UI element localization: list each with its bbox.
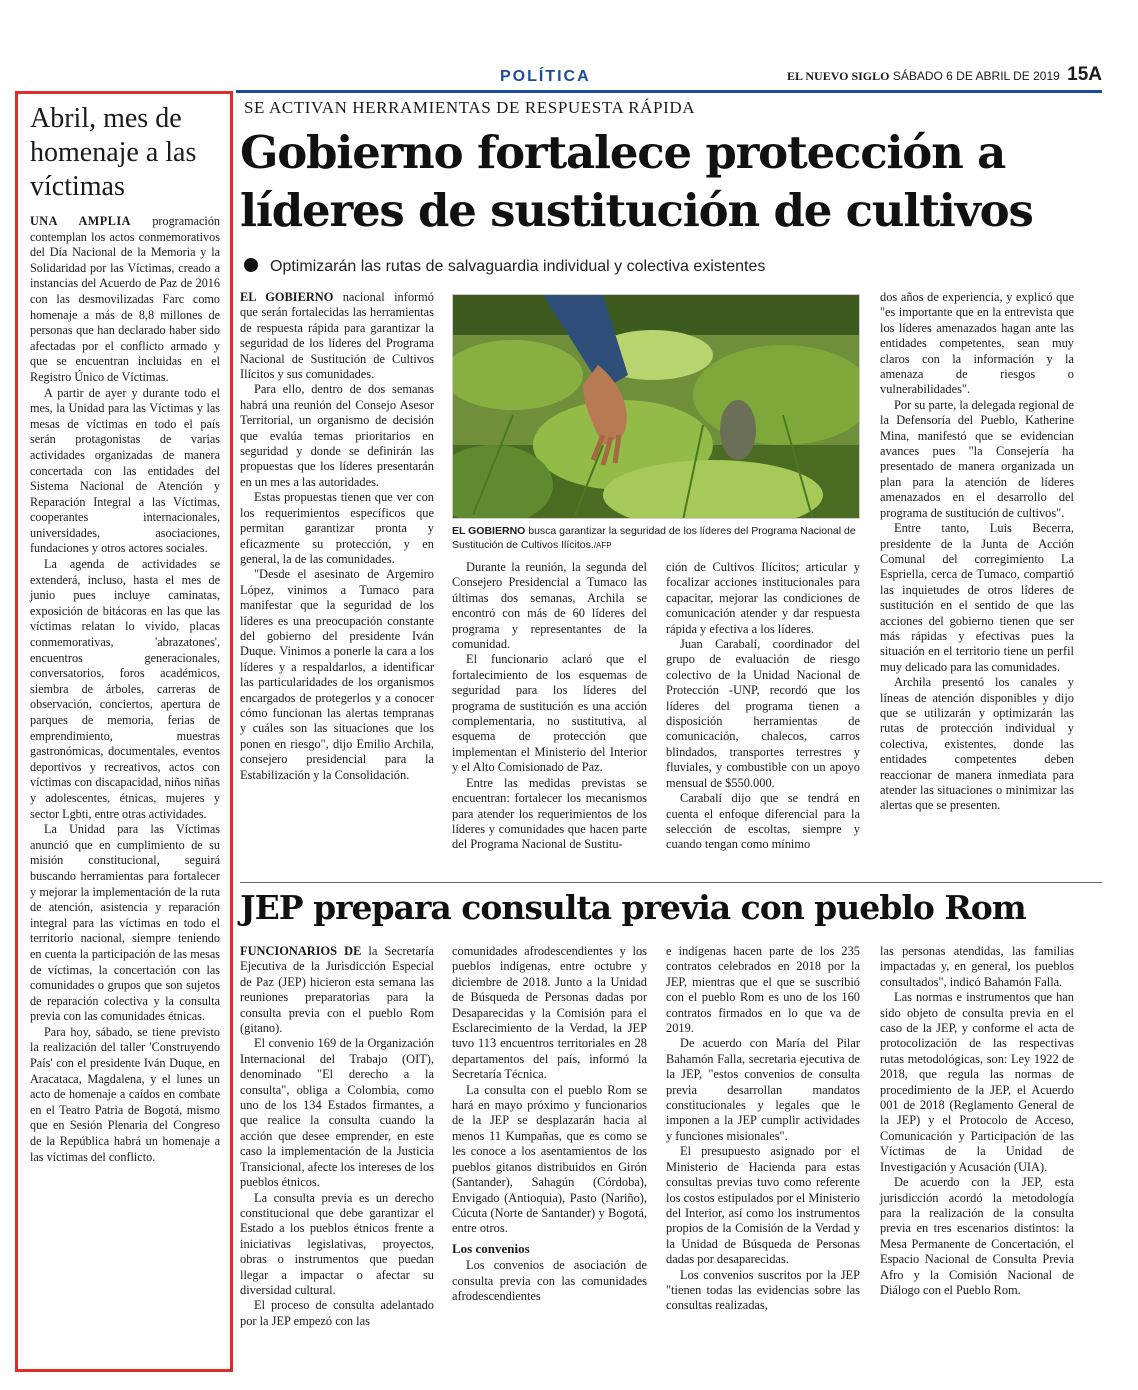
sidebar-paragraph: A partir de ayer y durante todo el mes, la Unidad para las Víctimas y las mesas de víctimas en todo el país serán protagonistas de varias actividades organizadas de manera concertada con las entidades del Sistema Nacional de Atención y Reparación Integral a las Víctimas, cooperantes internacionales, universidades, asociaciones, fundaciones y otros actores sociales. <box>30 385 220 556</box>
article-column-1 <box>240 290 434 783</box>
photo-credit: /AFP <box>593 541 612 550</box>
newspaper-name: EL NUEVO SIGLO <box>787 69 890 83</box>
section-divider <box>240 882 1102 883</box>
article-title: Gobierno fortalece protección a líderes de sustitución de cultivos <box>240 126 1033 237</box>
sidebar-paragraph: Para hoy, sábado, se tiene previsto la realización del taller 'Construyendo País' con el presidente Iván Duque, en Aracataca, Magdalena, y el lunes un acto de homenaje a caídos en combate en el Teatro Patria de Bogotá, mismo que en Sesión Plenaria del Congreso de la República habrá un homenaje a las víctimas del conflicto. <box>30 1024 220 1164</box>
article-column-4 <box>880 290 1074 814</box>
page-number: 15A <box>1067 64 1102 85</box>
article-tagline: SE ACTIVAN HERRAMIENTAS DE RESPUESTA RÁPIDA <box>244 98 696 117</box>
article-paragraph: El proceso de consulta adelantado por la JEP empezó con las <box>240 1298 434 1328</box>
masthead-rule <box>236 90 1102 93</box>
article-paragraph: EL GOBIERNO nacional informó que serán fortalecidas las herramientas de respuesta rápida para garantizar la seguridad de los líderes del Programa Nacional de Sustitución de Cultivos Ilícitos y sus comunidades. <box>240 290 434 382</box>
article-paragraph: Los convenios suscritos por la JEP "tienen todas las evidencias sobre las consultas realizadas, <box>666 1267 860 1313</box>
article-paragraph: Por su parte, la delegada regional de la Defensoría del Pueblo, Katherine Mina, manifestó que se evidencian avances pues "la Consejería ha presentado de manera organizada un plan para la atención de líderes amenazados en el desarrollo del programa de sustitución de cultivos". <box>880 397 1074 520</box>
article-subhead: Optimizarán las rutas de salvaguardia individual y colectiva existentes <box>244 258 765 276</box>
article-paragraph: comunidades afrodescendientes y los pueblos indígenas, entre octubre y diciembre de 2018. Junto a la Unidad de Búsqueda de Personas dadas por Desaparecidas y la Comisión para el Esclarecimiento de la Verdad, la JEP tuvo 113 encuentros territoriales en 28 departamentos del país, informó la Secretaría Técnica. <box>452 944 647 1082</box>
article-paragraph: La consulta con el pueblo Rom se hará en mayo próximo y funcionarios de la JEP se desplazarán hacia al menos 11 Kumpañas, que es como se les conoce a los asentamientos de los pueblos gitanos distribuidos en Girón (Santander), Sahagún (Córdoba), Envigado (Antioquia), Pasto (Nariño), Cúcuta (Norte de Santander) y Bogotá, entre otros. <box>452 1082 647 1236</box>
article-paragraph: Entre las medidas previstas se encuentran: fortalecer los mecanismos para atender los requerimientos de los líderes y comunidades que hacen parte del Programa Nacional de Sustitu- <box>452 775 647 852</box>
article-paragraph: Juan Carabalí, coordinador del grupo de evaluación de riesgo colectivo de la Unidad Nacional de Protección -UNP, recordó que los líderes del programa tienen a disposición herramientas de comunicación, chalecos, carros blindados, transportes terrestres y fluviales, y combustible con un apoyo mensual de $550.000. <box>666 637 860 790</box>
sidebar-paragraph: La agenda de actividades se extenderá, incluso, hasta el mes de junio pues incluye caminatas, exposición de bitácoras en las que las víctimas relatan lo vivido, placas conmemorativas, 'abrazatones', encuentros generacionales, conversatorios, foros académicos, siembra de árboles, carreras de observación, conciertos, apertura de parques de memoria, ferias de emprendimiento, muestras gastronómicas, documentales, eventos deportivos y recreativos, actos con víctimas con discapacidad, niños niñas y adolescentes, étnicas, mujeres y sector Lgbti, entre otras actividades. <box>30 557 220 821</box>
article-column-3 <box>666 560 860 853</box>
article-paragraph: De acuerdo con María del Pilar Bahamón Falla, secretaria ejecutiva de la JEP, "estos convenios de consulta previa desarrollan mandatos constitucionales y legales que le imponen a la JEP cumplir actividades y funciones misionales". <box>666 1036 860 1143</box>
subsection-heading: Los convenios <box>452 1240 530 1256</box>
masthead-info <box>787 64 1102 86</box>
article-paragraph: las personas atendidas, las familias impactadas y, en general, los pueblos consultados", indicó Bahamón Falla. <box>880 944 1074 989</box>
article2-kicker: FUNCIONARIOS DE <box>240 944 362 958</box>
article-paragraph: Carabalí dijo que se tendrá en cuenta el enfoque diferencial para la selección de escoltas, siempre y cuando tengan como mínimo <box>666 791 860 852</box>
sidebar-paragraph: La Unidad para las Víctimas anunció que en cumplimiento de su misión constitucional, seguirá buscando herramientas para fortalecer y mejorar la implementación de la ruta de atención, asistencia y reparación integral para las víctimas en todo el territorio nacional, siempre teniendo en cuenta la participación de las mesas de víctimas, la concertación con las comunidades o grupos que son sujetos de reparación colectiva y la consulta previa con las comunidades étnicas. <box>30 822 220 1024</box>
bullet-icon <box>244 258 258 272</box>
article-paragraph: Para ello, dentro de dos semanas habrá una reunión del Consejo Asesor Territorial, un organismo de decisión que evalúa temas prioritarios en seguridad y donde se definirán las propuestas que los líderes presentarán en un mes a las autoridades. <box>240 382 434 489</box>
article-paragraph: "Desde el asesinato de Argemiro López, vinimos a Tumaco para manifestar que la seguridad de los líderes es una preocupación constante del gobierno del presidente Iván Duque. Vinimos a ponerle la cara a los líderes y a respaldarlos, a identificar las particularidades de los organismos encargados de protegerlos y a conocer cómo funcionan las alertas tempranas y cuáles son las situaciones que los ponen en riesgo", dijo Emilio Archila, consejero presidencial para la Estabilización y la Consolidación. <box>240 567 434 782</box>
article-paragraph: El convenio 169 de la Organización Internacional del Trabajo (OIT), denominado "El derecho a la consulta", obliga a Colombia, como uno de los 134 Estados firmantes, a que realice la consulta cuando la acción que desee emprender, en este caso la implementación de la Justicia Transicional, afecte los intereses de los pueblos étnicos. <box>240 1036 434 1190</box>
article-paragraph: Estas propuestas tienen que ver con los requerimientos específicos que permitan garantizar pronta y eficazmente su protección, y en general, la de las comunidades. <box>240 490 434 566</box>
article-header <box>240 98 1100 240</box>
article-paragraph: Los convenios de asociación de consulta previa con las comunidades afrodescendientes <box>452 1258 647 1303</box>
caption-lead: EL GOBIERNO <box>452 525 526 537</box>
article-paragraph: Durante la reunión, la segunda del Consejero Presidencial a Tumaco las últimas dos semanas, Archila se encontró con más de 60 líderes del programa y representantes de la comunidad. <box>452 560 647 652</box>
article-photo <box>452 294 860 519</box>
article-paragraph: Las normas e instrumentos que han sido objeto de consulta previa en el caso de la JEP, y conforme el acta de protocolización de las respectivas rutas metodológicas, son: Ley 1922 de 2018, que regula las normas de procedimiento de la JEP, el Acuerdo 001 de 2018 (Reglamento General de la JEP) y el Protocolo de Acceso, Comunicación y Participación de las Víctimas de la Unidad de Investigación y Acusación (UIA). <box>880 990 1074 1174</box>
article2-column-1 <box>240 944 434 1329</box>
article-paragraph: Entre tanto, Luis Becerra, presidente de la Junta de Acción Comunal del corregimiento La Espriella, cerca de Tumaco, compartió las inquietudes de otros líderes de sustitución en el sentido de que las acciones del gobierno tienen que ser más rápidas y efectivas pues la situación en el territorio tiene un perfil muy delicado para las comunidades. <box>880 521 1074 674</box>
article-paragraph: El presupuesto asignado por el Ministerio de Hacienda para estas consultas previas tuvo como referente los costos estipulados por el Ministerio del Interior, así como los instrumentos propios de la Comisión de la Verdad y la Unidad de Búsqueda de Personas dadas por desaparecidas. <box>666 1144 860 1267</box>
sidebar-body <box>30 214 220 1165</box>
photo-caption <box>452 524 860 553</box>
sidebar-title: Abril, mes de homenaje a las víctimas <box>30 103 197 202</box>
article-paragraph: FUNCIONARIOS DE la Secretaría Ejecutiva de la Jurisdicción Especial de Paz (JEP) hicieron esta semana las reuniones preparatorias para la consulta previa con el pueblo Rom (gitano). <box>240 944 434 1036</box>
article-paragraph: El funcionario aclaró que el fortalecimiento de los esquemas de seguridad para los líderes del programa de sustitución es una acción complementaria, no sustitutiva, al esquema de protección que implementan el Ministerio del Interior y el Alto Comisionado de Paz. <box>452 652 647 775</box>
sidebar-box <box>15 91 233 1372</box>
article-paragraph: Archila presentó los canales y líneas de atención disponibles y dijo que se utilizarán y optimizarán las rutas de protección individual y colectiva, existentes, donde las entidades competentes deben reaccionar de manera inmediata para atender las situaciones o minimizar las alertas que se presenten. <box>880 675 1074 813</box>
article2-column-2 <box>452 944 647 1304</box>
article-column-2 <box>452 560 647 853</box>
article-paragraph: ción de Cultivos Ilícitos; articular y focalizar acciones institucionales para capacitar, mejorar las condiciones de comunicación atender y dar respuesta rápida y efectiva a los líderes. <box>666 560 860 636</box>
article-kicker: EL GOBIERNO <box>240 290 334 304</box>
article-paragraph: e indígenas hacen parte de los 235 contratos celebrados en 2018 por la JEP, mientras que el que se suscribió con el pueblo Rom es uno de los 160 contratos firmados en lo que va de 2019. <box>666 944 860 1036</box>
article2-title: JEP prepara consulta previa con pueblo Rom <box>240 888 1026 927</box>
section-label: POLÍTICA <box>500 68 591 85</box>
sidebar-kicker: UNA AMPLIA <box>30 214 131 228</box>
article-paragraph: De acuerdo con la JEP, esta jurisdicción acordó la metodología para la realización de la consulta previa en tres escenarios distintos: la Mesa Permanente de Concertación, el Espacio Nacional de Consulta Previa Afro y la Comisión Nacional de Diálogo con el Pueblo Rom. <box>880 1175 1074 1297</box>
article-paragraph: dos años de experiencia, y explicó que "es importante que en la entrevista que los líderes amenazados hagan ante las entidades competentes, sean muy claros con la información y la amenaza de riesgos o vulnerabilidades". <box>880 290 1074 397</box>
sidebar-paragraph: UNA AMPLIA programación contemplan los actos conmemorativos del Día Nacional de la Memoria y la Solidaridad por las Víctimas, creado a instancias del Acuerdo de Paz de 2016 con las desmovilizadas Farc como homenaje a más de 8,8 millones de personas que han declarado haber sido afectadas por el conflicto armado y que se encuentran incluidas en el Registro Único de Víctimas. <box>30 214 221 384</box>
coca-field-photo <box>453 295 860 519</box>
issue-date: SÁBADO 6 DE ABRIL DE 2019 <box>892 69 1060 83</box>
article2-column-4 <box>880 944 1074 1298</box>
article2-column-3 <box>666 944 860 1314</box>
caption-text: busca garantizar la seguridad de los líderes del Programa Nacional de Sustitución de Cultivos Ilícitos. <box>452 525 856 551</box>
article-paragraph: La consulta previa es un derecho constitucional que debe garantizar el Estado a los pueblos étnicos frente a iniciativas legislativas, proyectos, obras o instrumentos que puedan llegar a impactar o afectar su diversidad cultural. <box>240 1190 434 1297</box>
